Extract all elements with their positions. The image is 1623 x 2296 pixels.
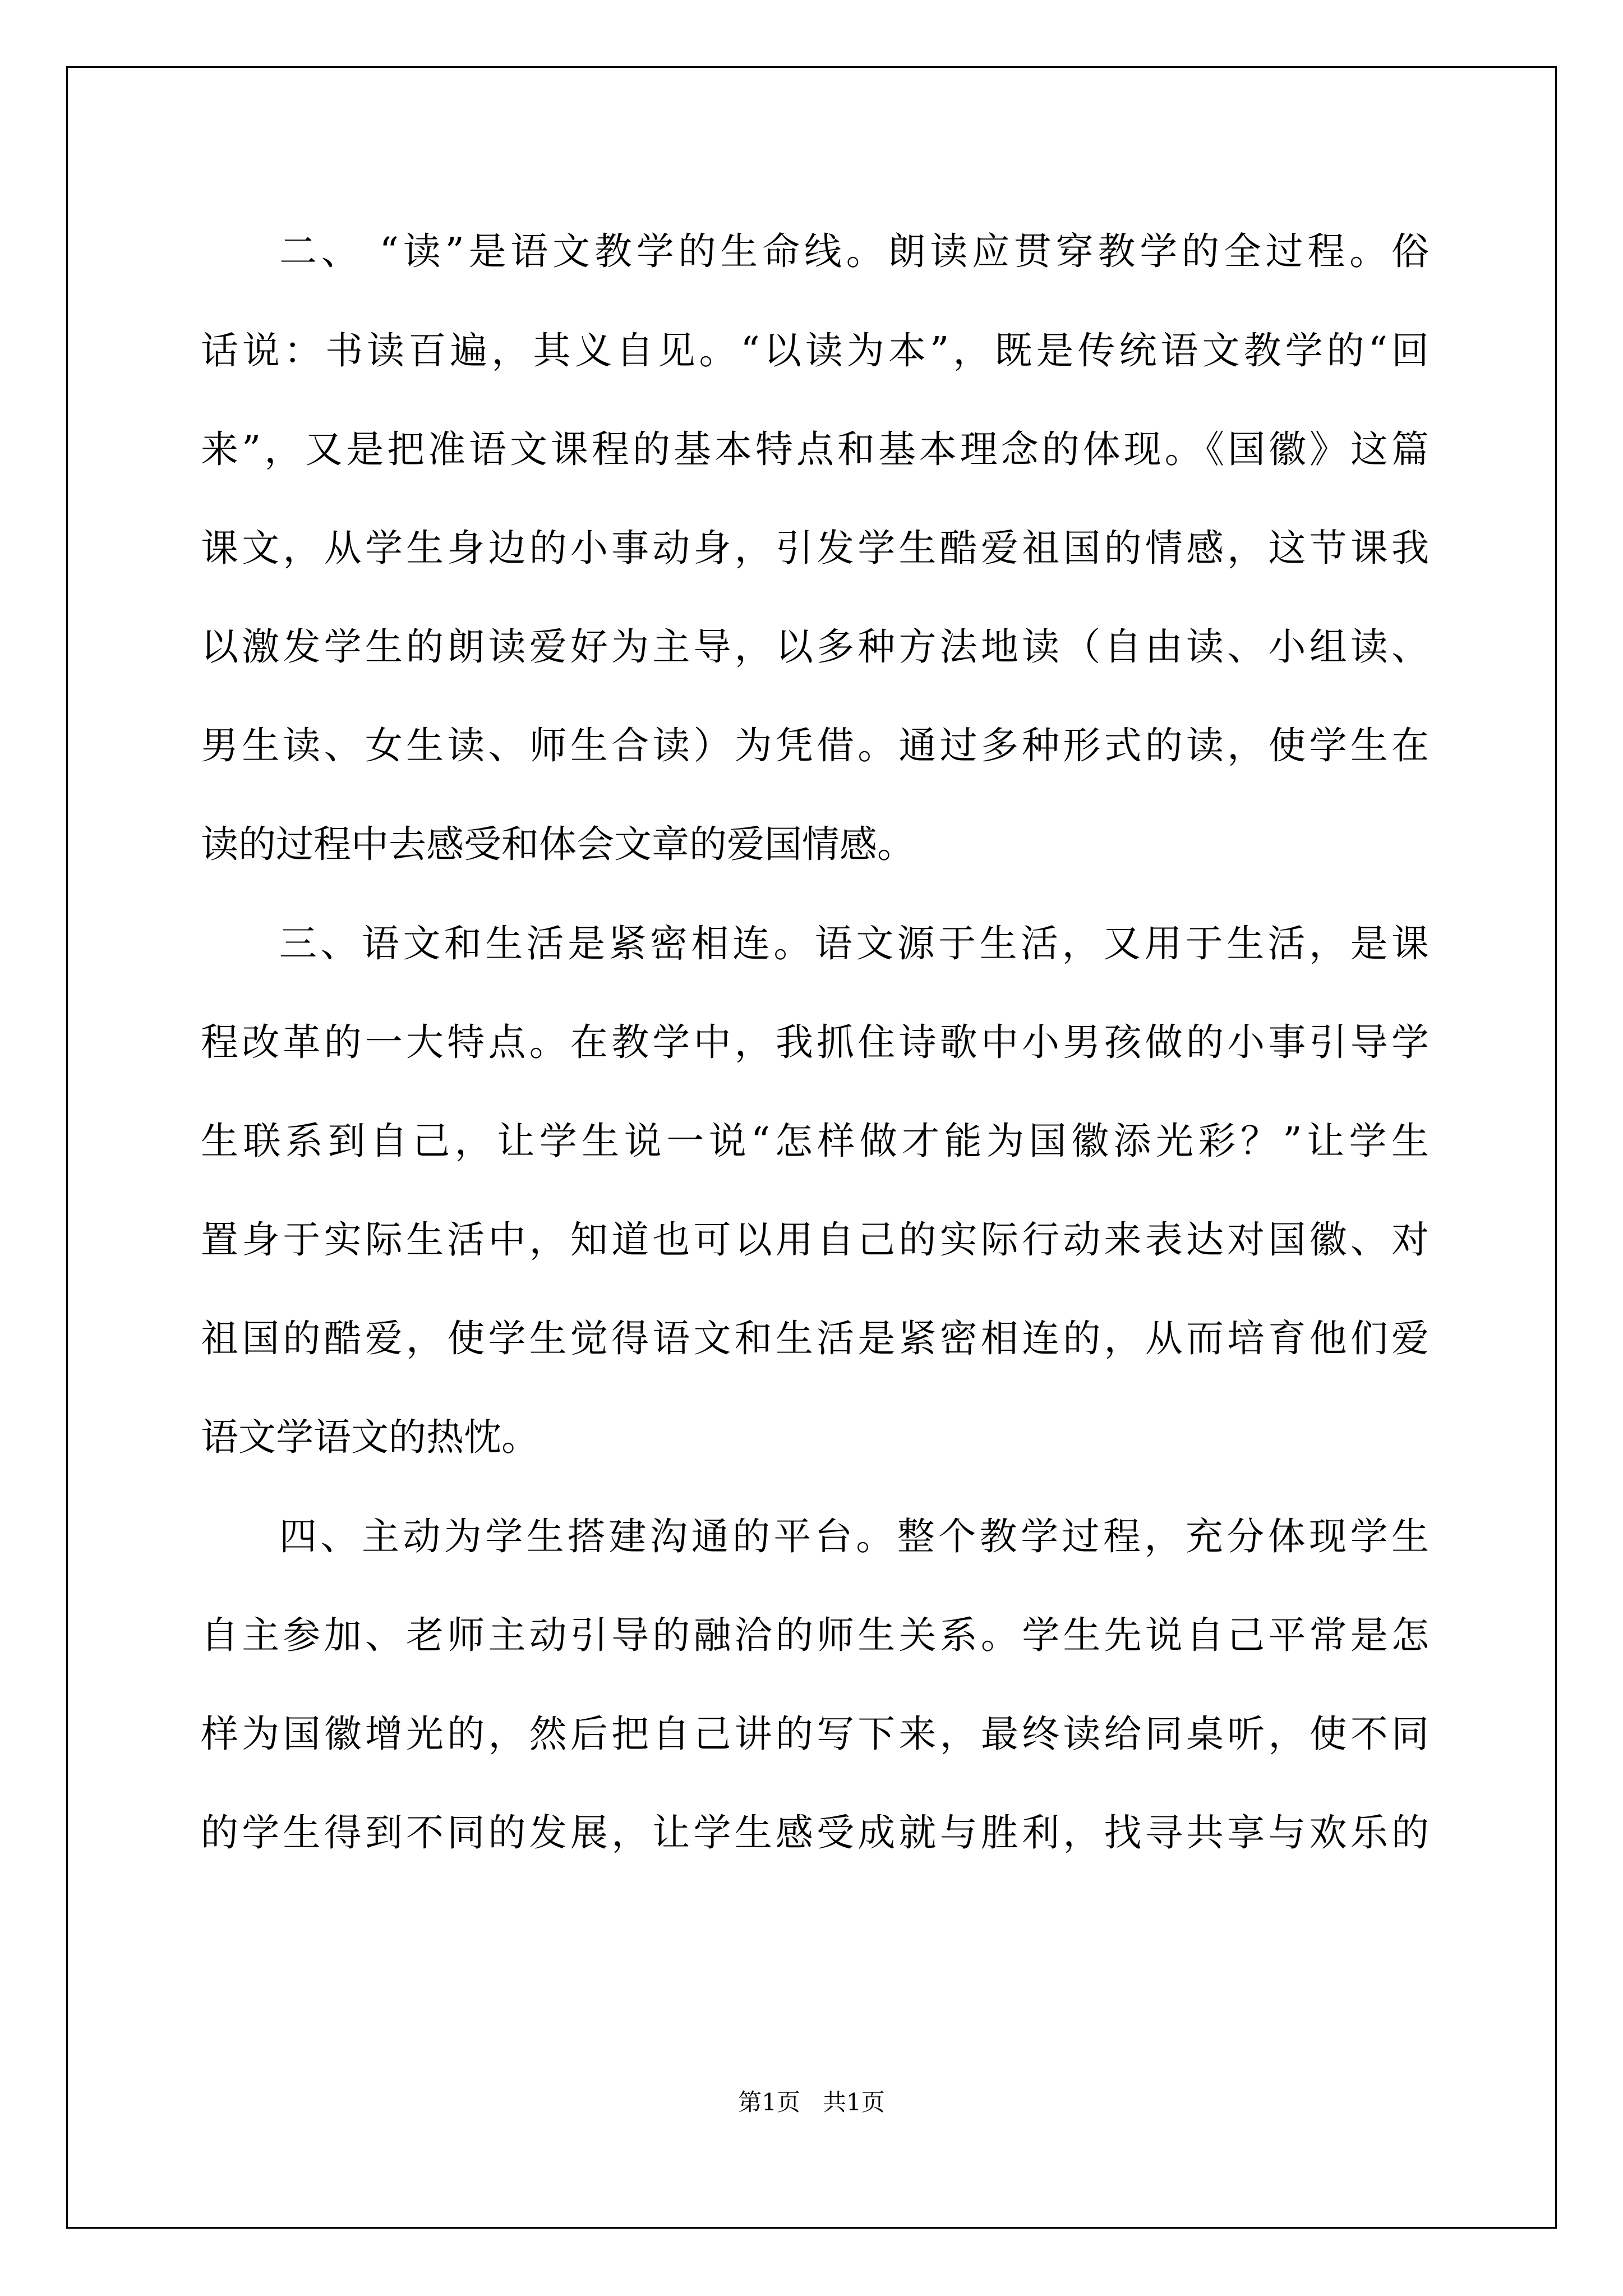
paragraph-3-line-4: 置身于实际生活中，知道也可以用自己的实际行动来表达对国徽、对	[201, 1218, 1429, 1262]
paragraph-4-line-2: 自主参加、老师主动引导的融洽的师生关系。学生先说自己平常是怎	[201, 1613, 1429, 1657]
paragraph-2-line-6: 男生读、女生读、师生合读）为凭借。通过多种形式的读，使学生在	[201, 724, 1429, 767]
paragraph-2-line-2: 话说：书读百遍，其义自见。“以读为本”，既是传统语文教学的“回	[201, 329, 1429, 372]
paragraph-3-line-3: 生联系到自己，让学生说一说“怎样做才能为国徽添光彩？”让学生	[201, 1119, 1429, 1163]
paragraph-4-line-3: 样为国徽增光的，然后把自己讲的写下来，最终读给同桌听，使不同	[201, 1712, 1429, 1756]
page-number-footer: 第1页 共1页	[738, 2088, 885, 2116]
paragraph-2-line-3: 来”，又是把准语文课程的基本特点和基本理念的体现。《国徽》这篇	[201, 427, 1429, 471]
paragraph-3-line-6: 语文学语文的热忱。	[201, 1415, 539, 1459]
paragraph-4-line-4: 的学生得到不同的发展，让学生感受成就与胜利，找寻共享与欢乐的	[201, 1811, 1429, 1855]
paragraph-2-line-4: 课文，从学生身边的小事动身，引发学生酷爱祖国的情感，这节课我	[201, 526, 1429, 570]
paragraph-2-line-1: 二、 “读”是语文教学的生命线。朗读应贯穿教学的全过程。俗	[279, 229, 1429, 273]
paragraph-2-line-5: 以激发学生的朗读爱好为主导，以多种方法地读（自由读、小组读、	[201, 625, 1429, 669]
paragraph-3-line-1: 三、语文和生活是紧密相连。语文源于生活，又用于生活，是课	[279, 922, 1429, 965]
paragraph-4-line-1: 四、主动为学生搭建沟通的平台。整个教学过程，充分体现学生	[279, 1515, 1429, 1558]
paragraph-2-line-7: 读的过程中去感受和体会文章的爱国情感。	[201, 822, 915, 866]
paragraph-3-line-2: 程改革的一大特点。在教学中，我抓住诗歌中小男孩做的小事引导学	[201, 1020, 1429, 1064]
paragraph-3-line-5: 祖国的酷爱，使学生觉得语文和生活是紧密相连的，从而培育他们爱	[201, 1317, 1429, 1360]
